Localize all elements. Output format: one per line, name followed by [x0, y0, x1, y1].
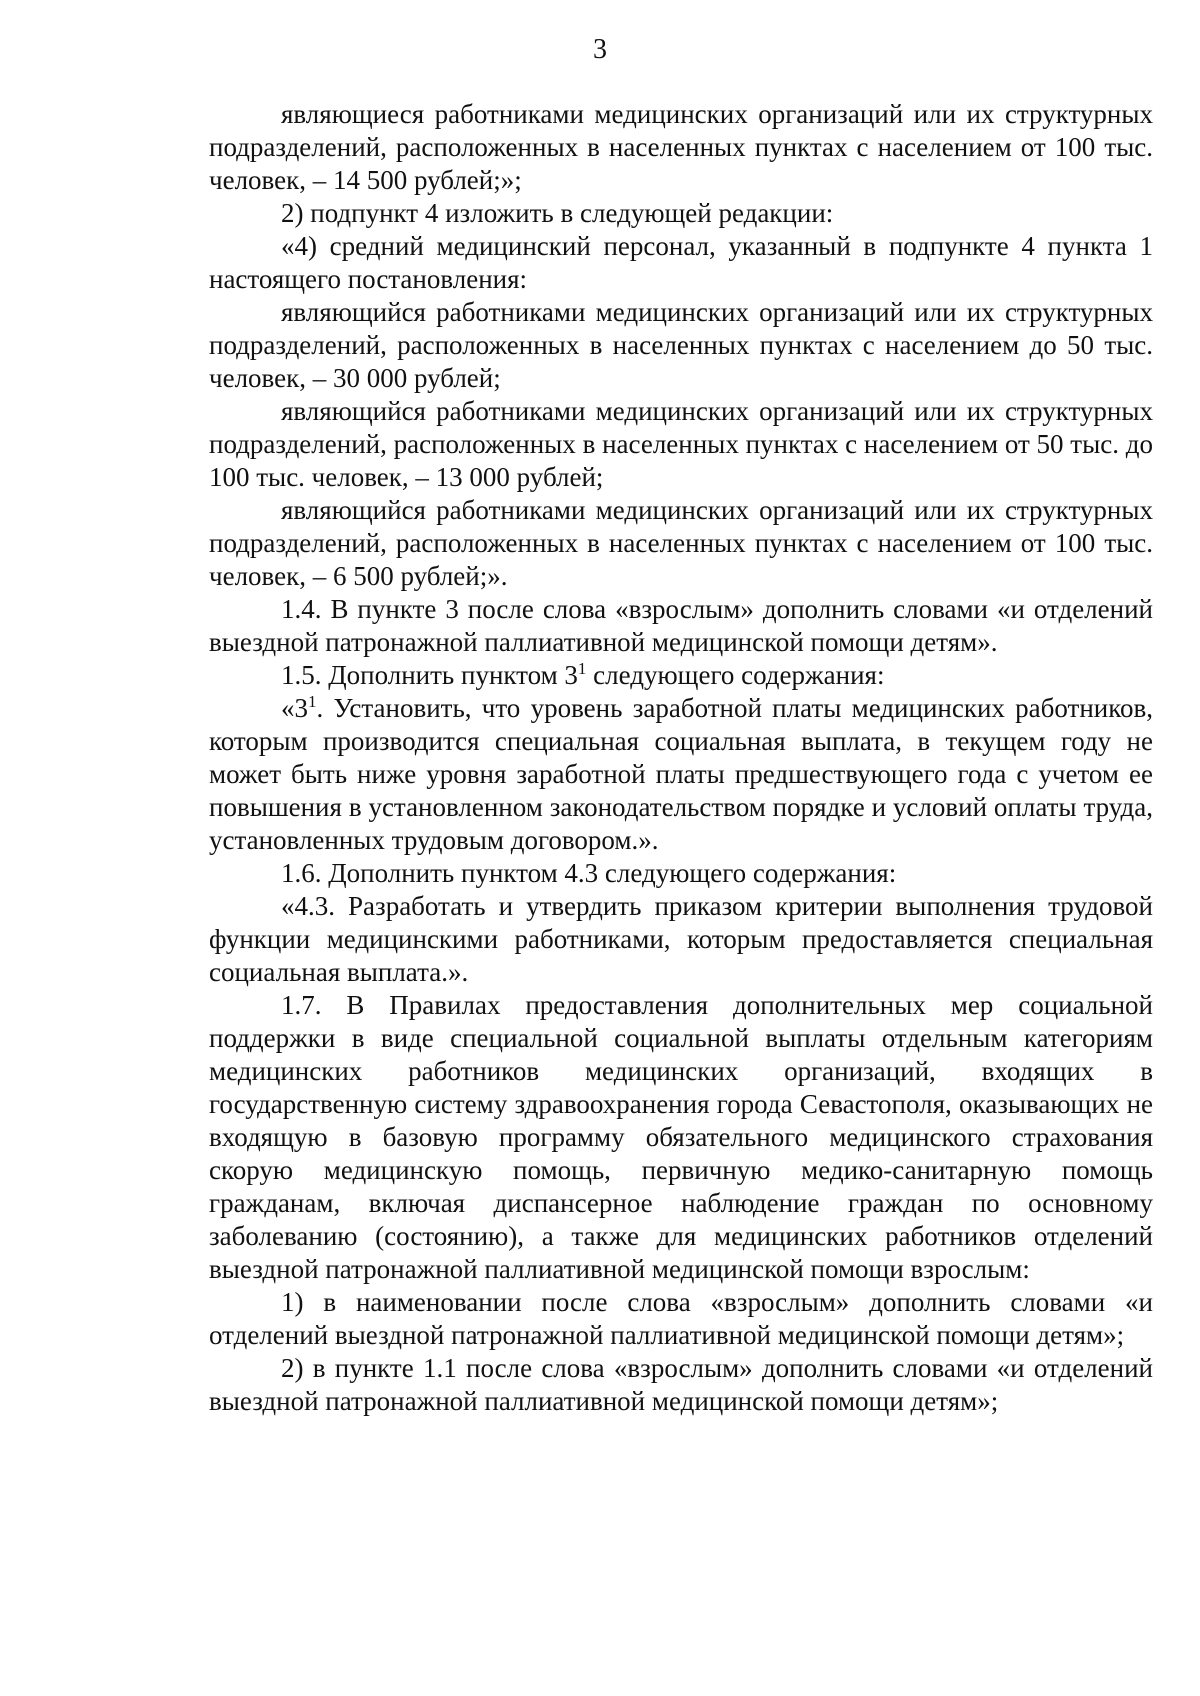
paragraph-item-1-5	[209, 659, 1153, 692]
paragraph-subitem-1: 1) в наименовании после слова «взрослым» дополнить словами «и отделений выездной патронажной паллиативной медицинской помощи детям»;	[209, 1287, 1153, 1350]
paragraph-item-1-7: 1.7. В Правилах предоставления дополнительных мер социальной поддержки в виде специальной социальной выплаты отдельным категориям медицинских работников медицинских организаций, входящих в государственную систему здравоохранения города Севастополя, оказывающих не входящую в базовую программу обязательного медицинского страхования скорую медицинскую помощь, первичную медико-санитарную помощь гражданам, включая диспансерное наблюдение граждан по основному заболеванию (состоянию), а также для медицинских работников отделений выездной патронажной паллиативной медицинской помощи взрослым:	[209, 990, 1153, 1284]
superscript-1: 1	[308, 692, 317, 711]
paragraph-subitem-4-header: 2) подпункт 4 изложить в следующей редакции:	[281, 198, 834, 228]
paragraph-item-1-6: 1.6. Дополнить пунктом 4.3 следующего содержания:	[281, 858, 897, 888]
page-number: 3	[593, 34, 607, 65]
item-1-5-text-after: следующего содержания:	[586, 660, 885, 690]
document-body	[209, 98, 1153, 1418]
paragraph-population-100k-nurses: являющиеся работниками медицинских организаций или их структурных подразделений, расположенных в населенных пунктах с населением от 100 тыс. человек, – 14 500 рублей;»;	[209, 99, 1153, 195]
item-1-5-text-before: 1.5. Дополнить пунктом 3	[281, 660, 578, 690]
paragraph-item-1-4: 1.4. В пункте 3 после слова «взрослым» дополнить словами «и отделений выездной патронажной паллиативной медицинской помощи детям».	[209, 594, 1153, 657]
paragraph-item-4-3-text: «4.3. Разработать и утвердить приказом критерии выполнения трудовой функции медицинскими работниками, которым предоставляется специальная социальная выплата.».	[209, 891, 1153, 987]
paragraph-population-over-100k: являющийся работниками медицинских организаций или их структурных подразделений, расположенных в населенных пунктах с населением от 100 тыс. человек, – 6 500 рублей;».	[209, 495, 1153, 591]
item-3-1-text-after: . Установить, что уровень заработной платы медицинских работников, которым производится специальная социальная выплата, в текущем году не может быть ниже уровня заработной платы предшествующего года с учетом ее повышения в установленном законодательством порядке и условий оплаты труда, установленных трудовым договором.».	[209, 693, 1153, 855]
item-3-1-text-before: «3	[281, 693, 308, 723]
superscript-1: 1	[577, 659, 587, 678]
paragraph-population-50k-100k: являющийся работниками медицинских организаций или их структурных подразделений, расположенных в населенных пунктах с населением от 50 тыс. до 100 тыс. человек, – 13 000 рублей;	[209, 396, 1153, 492]
paragraph-mid-level-staff: «4) средний медицинский персонал, указанный в подпункте 4 пункта 1 настоящего постановления:	[209, 231, 1153, 294]
paragraph-population-under-50k: являющийся работниками медицинских организаций или их структурных подразделений, расположенных в населенных пунктах с населением до 50 тыс. человек, – 30 000 рублей;	[209, 297, 1153, 393]
paragraph-subitem-2: 2) в пункте 1.1 после слова «взрослым» дополнить словами «и отделений выездной патронажной паллиативной медицинской помощи детям»;	[209, 1353, 1153, 1416]
paragraph-item-3-1-text	[209, 692, 1153, 857]
